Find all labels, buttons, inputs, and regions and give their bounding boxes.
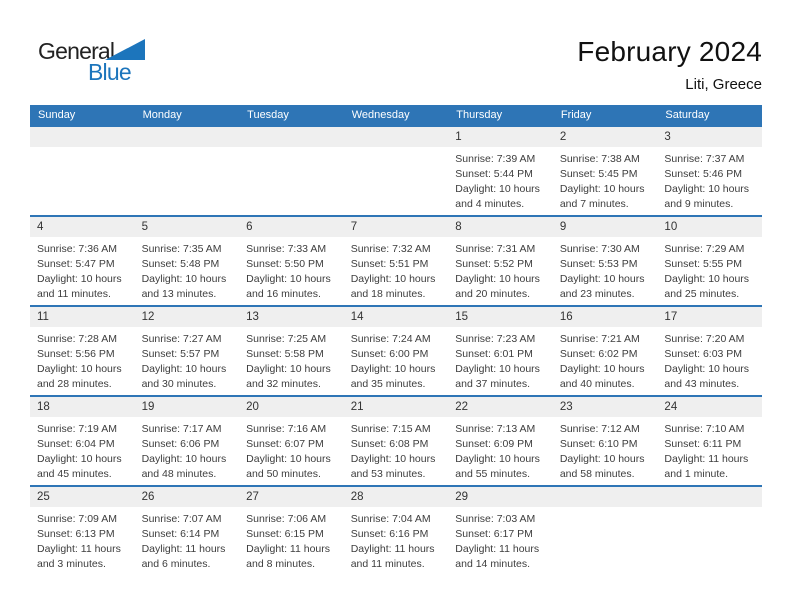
day-info-line: Sunset: 5:50 PM — [246, 258, 324, 270]
day-info-line: Sunrise: 7:12 AM — [559, 423, 640, 435]
day-info-line: Sunrise: 7:36 AM — [37, 243, 117, 255]
day-number-band — [30, 127, 762, 147]
weekday-header-row — [30, 105, 762, 125]
day-number: 16 — [559, 311, 573, 323]
day-info-line: Daylight: 10 hours — [455, 363, 540, 375]
day-number: 15 — [455, 311, 469, 323]
day-number: 20 — [246, 401, 259, 413]
day-info-line: Sunset: 5:52 PM — [455, 258, 533, 270]
empty-day-cell — [657, 507, 762, 572]
day-info-line: and 11 minutes. — [350, 558, 425, 570]
day-info-line: and 23 minutes. — [559, 288, 635, 300]
day-cell — [239, 327, 344, 392]
day-number: 17 — [664, 311, 678, 323]
day-info-line: Sunrise: 7:20 AM — [664, 333, 745, 345]
day-info-line: Sunrise: 7:29 AM — [664, 243, 745, 255]
day-cell — [657, 417, 762, 482]
day-info-line: and 30 minutes. — [141, 378, 217, 390]
day-info-line: Daylight: 11 hours — [455, 543, 540, 555]
day-info-line: Daylight: 10 hours — [246, 453, 331, 465]
day-info-line: Sunset: 5:51 PM — [350, 258, 429, 270]
day-info-line: Sunset: 6:17 PM — [455, 528, 533, 540]
day-info-line: Sunset: 5:56 PM — [37, 348, 115, 360]
day-info-line: Sunrise: 7:19 AM — [37, 423, 117, 435]
day-number: 3 — [664, 131, 671, 143]
day-info-line: Sunset: 5:55 PM — [664, 258, 743, 270]
day-info-line: Sunrise: 7:16 AM — [246, 423, 327, 435]
day-cell — [239, 507, 344, 572]
day-info-line: Sunset: 6:14 PM — [141, 528, 220, 540]
day-info-line: Daylight: 10 hours — [350, 363, 436, 375]
day-info-line: and 6 minutes. — [141, 558, 211, 570]
day-info-line: and 43 minutes. — [664, 378, 740, 390]
day-number: 24 — [664, 401, 678, 413]
day-info-line: Sunrise: 7:06 AM — [246, 513, 327, 525]
day-info-line: Sunrise: 7:32 AM — [350, 243, 431, 255]
weekday-header-monday: Monday — [142, 109, 182, 121]
day-info-line: and 28 minutes. — [37, 378, 112, 390]
day-number: 13 — [246, 311, 259, 323]
day-info-line: Daylight: 10 hours — [37, 363, 122, 375]
day-info-line: and 3 minutes. — [37, 558, 106, 570]
day-info-line: and 11 minutes. — [37, 288, 111, 300]
day-detail-row — [30, 237, 762, 302]
day-info-line: and 40 minutes. — [559, 378, 635, 390]
day-info-line: Sunrise: 7:10 AM — [664, 423, 745, 435]
day-info-line: Sunset: 5:45 PM — [559, 168, 638, 180]
day-info-line: Sunset: 6:01 PM — [455, 348, 533, 360]
day-number: 6 — [246, 221, 253, 233]
day-info-line: and 1 minute. — [664, 468, 729, 480]
day-cell — [553, 327, 658, 392]
day-number: 1 — [455, 131, 462, 143]
day-info-line: Sunrise: 7:15 AM — [350, 423, 431, 435]
weekday-header-wednesday: Wednesday — [351, 109, 410, 121]
weekday-header-saturday: Saturday — [665, 109, 710, 121]
day-info-line: Sunset: 6:11 PM — [664, 438, 742, 450]
day-cell — [657, 147, 762, 212]
day-number: 2 — [559, 131, 567, 143]
location-subtitle: Liti, Greece — [685, 76, 762, 93]
day-number: 21 — [350, 401, 364, 413]
day-info-line: and 16 minutes. — [246, 288, 321, 300]
day-info-line: Sunrise: 7:07 AM — [141, 513, 222, 525]
day-cell — [135, 507, 240, 572]
weekday-header-thursday: Thursday — [456, 109, 503, 121]
day-info-line: Daylight: 10 hours — [455, 183, 540, 195]
day-info-line: Sunset: 6:00 PM — [350, 348, 429, 360]
day-info-line: Daylight: 10 hours — [246, 273, 331, 285]
day-info-line: and 13 minutes. — [141, 288, 217, 300]
day-info-line: Sunset: 6:13 PM — [37, 528, 115, 540]
day-info-line: and 4 minutes. — [455, 198, 525, 210]
day-cell — [553, 417, 658, 482]
day-info-line: Sunset: 5:46 PM — [664, 168, 743, 180]
weekday-header-tuesday: Tuesday — [247, 109, 289, 121]
day-info-line: Daylight: 10 hours — [559, 183, 645, 195]
day-info-line: Sunset: 5:47 PM — [37, 258, 115, 270]
week-row — [30, 485, 762, 575]
day-info-line: Sunrise: 7:04 AM — [350, 513, 431, 525]
day-info-line: Daylight: 10 hours — [664, 183, 750, 195]
day-cell — [30, 507, 135, 572]
day-info-line: and 8 minutes. — [246, 558, 316, 570]
day-detail-row — [30, 327, 762, 392]
day-info-line: Daylight: 10 hours — [559, 453, 645, 465]
day-info-line: Sunrise: 7:37 AM — [664, 153, 745, 165]
day-cell — [135, 237, 240, 302]
day-info-line: Sunset: 6:10 PM — [559, 438, 638, 450]
weekday-header-friday: Friday — [560, 109, 592, 121]
day-info-line: Sunrise: 7:31 AM — [455, 243, 536, 255]
day-cell — [30, 417, 135, 482]
day-info-line: and 18 minutes. — [350, 288, 426, 300]
day-info-line: Sunrise: 7:35 AM — [141, 243, 222, 255]
day-info-line: Daylight: 11 hours — [350, 543, 435, 555]
day-info-line: Sunrise: 7:23 AM — [455, 333, 536, 345]
logo-text-general: General — [38, 38, 115, 64]
day-info-line: and 37 minutes. — [455, 378, 530, 390]
empty-day-cell — [239, 147, 344, 212]
day-number: 7 — [350, 221, 358, 233]
day-number: 26 — [141, 491, 155, 503]
day-info-line: Daylight: 10 hours — [664, 273, 750, 285]
day-number: 4 — [37, 221, 44, 233]
calendar-grid — [30, 105, 762, 575]
calendar-weeks — [30, 125, 762, 575]
day-info-line: Sunrise: 7:21 AM — [559, 333, 640, 345]
day-cell — [344, 327, 449, 392]
day-info-line: Sunrise: 7:33 AM — [246, 243, 327, 255]
day-cell — [448, 147, 553, 212]
day-info-line: Sunset: 6:16 PM — [350, 528, 429, 540]
day-info-line: Daylight: 10 hours — [141, 273, 227, 285]
day-info-line: Daylight: 10 hours — [455, 453, 540, 465]
day-info-line: Sunset: 6:09 PM — [455, 438, 533, 450]
day-info-line: and 48 minutes. — [141, 468, 217, 480]
day-number: 5 — [141, 221, 148, 233]
day-info-line: and 9 minutes. — [664, 198, 734, 210]
day-cell — [553, 237, 658, 302]
day-info-line: Sunrise: 7:27 AM — [141, 333, 222, 345]
day-info-line: Daylight: 10 hours — [350, 273, 436, 285]
day-cell — [239, 417, 344, 482]
day-info-line: Sunset: 5:58 PM — [246, 348, 324, 360]
day-info-line: Sunrise: 7:28 AM — [37, 333, 117, 345]
week-row — [30, 125, 762, 215]
day-info-line: Sunset: 6:15 PM — [246, 528, 324, 540]
day-info-line: Sunrise: 7:25 AM — [246, 333, 327, 345]
day-info-line: Sunset: 6:06 PM — [141, 438, 220, 450]
day-info-line: Daylight: 10 hours — [559, 363, 645, 375]
day-cell — [344, 507, 449, 572]
day-info-line: Daylight: 10 hours — [141, 363, 227, 375]
day-info-line: Daylight: 11 hours — [37, 543, 121, 555]
day-info-line: Sunset: 6:04 PM — [37, 438, 115, 450]
day-cell — [344, 417, 449, 482]
day-info-line: Sunset: 5:57 PM — [141, 348, 220, 360]
day-info-line: Sunrise: 7:17 AM — [141, 423, 222, 435]
day-cell — [657, 327, 762, 392]
day-number: 12 — [141, 311, 155, 323]
day-info-line: and 55 minutes. — [455, 468, 530, 480]
page-title: February 2024 — [577, 36, 762, 67]
logo-triangle-icon — [105, 39, 145, 60]
day-number: 14 — [350, 311, 364, 323]
day-cell — [448, 417, 553, 482]
day-number: 25 — [37, 491, 50, 503]
day-number-band — [30, 397, 762, 417]
day-cell — [135, 327, 240, 392]
day-info-line: and 25 minutes. — [664, 288, 740, 300]
day-info-line: and 53 minutes. — [350, 468, 426, 480]
day-info-line: Sunset: 6:07 PM — [246, 438, 324, 450]
day-info-line: Daylight: 11 hours — [664, 453, 749, 465]
day-cell — [657, 237, 762, 302]
logo-text-blue: Blue — [88, 59, 131, 85]
day-number: 9 — [559, 221, 567, 233]
day-cell — [30, 237, 135, 302]
day-info-line: and 35 minutes. — [350, 378, 426, 390]
day-info-line: Sunrise: 7:24 AM — [350, 333, 431, 345]
day-info-line: Daylight: 10 hours — [664, 363, 750, 375]
day-info-line: and 7 minutes. — [559, 198, 629, 210]
week-row — [30, 395, 762, 485]
day-info-line: and 20 minutes. — [455, 288, 530, 300]
day-info-line: Sunrise: 7:30 AM — [559, 243, 640, 255]
empty-day-cell — [344, 147, 449, 212]
day-info-line: and 58 minutes. — [559, 468, 635, 480]
day-info-line: Daylight: 10 hours — [246, 363, 331, 375]
day-cell — [344, 237, 449, 302]
header-titles — [577, 36, 762, 93]
general-blue-logo — [38, 36, 168, 86]
day-info-line: Daylight: 11 hours — [141, 543, 226, 555]
empty-day-cell — [30, 147, 135, 212]
day-info-line: and 32 minutes. — [246, 378, 321, 390]
day-number-band — [30, 307, 762, 327]
day-detail-row — [30, 147, 762, 212]
day-info-line: Sunrise: 7:39 AM — [455, 153, 536, 165]
day-info-line: and 45 minutes. — [37, 468, 112, 480]
day-number: 18 — [37, 401, 50, 413]
day-cell — [448, 327, 553, 392]
day-number: 27 — [246, 491, 259, 503]
day-number: 22 — [455, 401, 469, 413]
day-detail-row — [30, 507, 762, 572]
day-number-band — [30, 217, 762, 237]
day-number: 29 — [455, 491, 469, 503]
day-info-line: Sunrise: 7:38 AM — [559, 153, 640, 165]
day-info-line: Sunrise: 7:03 AM — [455, 513, 536, 525]
day-info-line: and 14 minutes. — [455, 558, 530, 570]
day-detail-row — [30, 417, 762, 482]
day-info-line: Sunset: 5:53 PM — [559, 258, 638, 270]
day-info-line: Daylight: 10 hours — [559, 273, 645, 285]
day-cell — [30, 327, 135, 392]
day-info-line: Daylight: 11 hours — [246, 543, 330, 555]
day-number: 23 — [559, 401, 573, 413]
day-cell — [239, 237, 344, 302]
day-number: 8 — [455, 221, 462, 233]
day-info-line: Sunset: 5:44 PM — [455, 168, 533, 180]
day-number: 10 — [664, 221, 678, 233]
day-cell — [448, 237, 553, 302]
day-info-line: Daylight: 10 hours — [350, 453, 436, 465]
day-info-line: Sunset: 5:48 PM — [141, 258, 220, 270]
day-info-line: Daylight: 10 hours — [141, 453, 227, 465]
day-info-line: Daylight: 10 hours — [455, 273, 540, 285]
day-info-line: Sunset: 6:08 PM — [350, 438, 429, 450]
day-number-band — [30, 487, 762, 507]
day-number: 28 — [350, 491, 364, 503]
week-row — [30, 215, 762, 305]
day-info-line: Daylight: 10 hours — [37, 273, 122, 285]
day-info-line: Daylight: 10 hours — [37, 453, 122, 465]
day-info-line: and 50 minutes. — [246, 468, 321, 480]
day-number: 19 — [141, 401, 155, 413]
week-row — [30, 305, 762, 395]
empty-day-cell — [135, 147, 240, 212]
day-info-line: Sunset: 6:03 PM — [664, 348, 743, 360]
day-cell — [553, 147, 658, 212]
day-info-line: Sunrise: 7:13 AM — [455, 423, 536, 435]
weekday-header-sunday: Sunday — [38, 109, 76, 121]
day-number: 11 — [37, 311, 49, 323]
day-cell — [448, 507, 553, 572]
day-info-line: Sunset: 6:02 PM — [559, 348, 638, 360]
day-cell — [135, 417, 240, 482]
empty-day-cell — [553, 507, 658, 572]
day-info-line: Sunrise: 7:09 AM — [37, 513, 117, 525]
